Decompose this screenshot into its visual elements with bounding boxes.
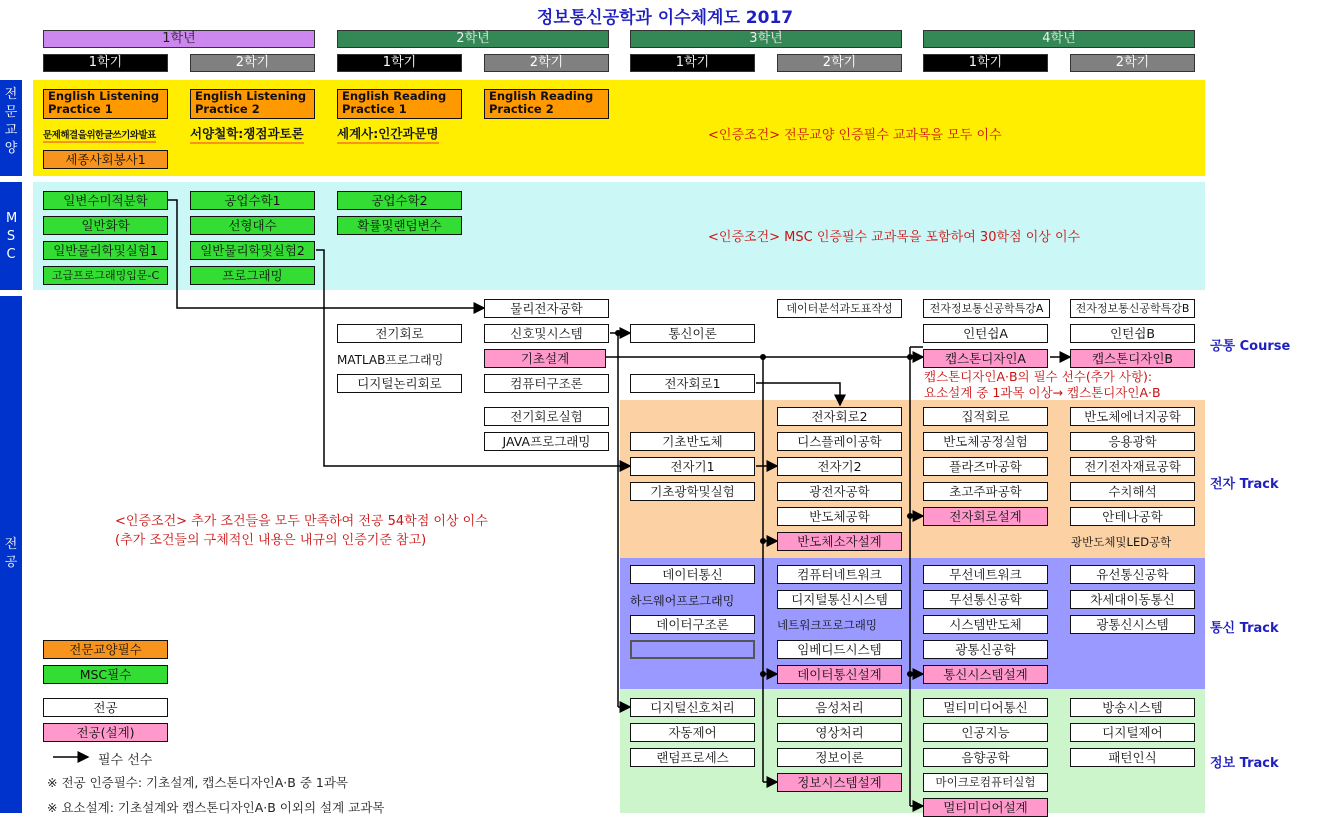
empty-slot (630, 640, 755, 659)
track-label-common: 공통 Course (1210, 339, 1291, 354)
capstone-note-1: 캡스톤디자인A·B의 필수 선수(추가 사항): (924, 369, 1153, 384)
course-wired-comm: 유선통신공학 (1070, 565, 1195, 584)
course-next-gen-mobile: 차세대이동통신 (1070, 590, 1195, 609)
course-english-listening-1: English Listening Practice 1 (43, 89, 168, 119)
course-semi-device-design: 반도체소자설계 (777, 532, 902, 551)
course-basic-semiconductor: 기초반도체 (630, 432, 755, 451)
course-hw-programming: 하드웨어프로그래밍 (630, 594, 735, 608)
course-computer-architecture: 컴퓨터구조론 (484, 374, 609, 393)
course-physics-lab-1: 일반물리학및실험1 (43, 241, 168, 260)
course-applied-optics: 응용광학 (1070, 432, 1195, 451)
semester-header: 1학기 (43, 54, 168, 72)
sidebar-major: 전공 (0, 296, 22, 813)
course-matlab: MATLAB프로그래밍 (337, 353, 444, 367)
course-microcomputer-lab: 마이크로컴퓨터실험 (923, 773, 1048, 792)
course-circuit-lab: 전기회로실험 (484, 407, 609, 426)
legend-msc-required: MSC필수 (43, 665, 168, 684)
semester-header: 2학기 (777, 54, 902, 72)
course-plasma: 플라즈마공학 (923, 457, 1048, 476)
track-label-information: 정보 Track (1210, 756, 1279, 771)
course-physical-electronics: 물리전자공학 (484, 299, 609, 318)
course-digital-logic: 디지털논리회로 (337, 374, 462, 393)
track-label-communication: 통신 Track (1210, 621, 1279, 636)
semester-header: 1학기 (337, 54, 462, 72)
year-header-4: 4학년 (923, 30, 1195, 48)
course-data-analysis: 데이터분석과도표작성 (777, 299, 902, 318)
course-programming: 프로그래밍 (190, 266, 315, 285)
major-condition: <인증조건> 추가 조건들을 모두 만족하여 전공 54학점 이상 이수 (115, 514, 488, 529)
course-speech: 음성처리 (777, 698, 902, 717)
course-digital-comm: 디지털통신시스템 (777, 590, 902, 609)
course-display: 디스플레이공학 (777, 432, 902, 451)
year-header-2: 2학년 (337, 30, 609, 48)
course-capstone-a: 캡스톤디자인A (923, 349, 1048, 368)
course-random-process: 랜덤프로세스 (630, 748, 755, 767)
legend-major-design: 전공(설계) (43, 723, 168, 742)
course-broadcast: 방송시스템 (1070, 698, 1195, 717)
course-materials: 전기전자재료공학 (1070, 457, 1195, 476)
capstone-note-2: 요소설계 중 1과목 이상→ 캡스톤디자인A·B (924, 385, 1161, 400)
diagram-title: 정보통신공학과 이수체계도 2017 (536, 8, 794, 28)
course-system-semi: 시스템반도체 (923, 615, 1048, 634)
course-digital-control: 디지털제어 (1070, 723, 1195, 742)
course-capstone-b: 캡스톤디자인B (1070, 349, 1195, 368)
course-english-listening-2: English Listening Practice 2 (190, 89, 315, 119)
course-calculus: 일변수미적분학 (43, 191, 168, 210)
course-java: JAVA프로그래밍 (484, 432, 609, 451)
semester-header: 2학기 (1070, 54, 1195, 72)
course-dsp: 디지털신호처리 (630, 698, 755, 717)
course-eng-math-2: 공업수학2 (337, 191, 462, 210)
course-chemistry: 일반화학 (43, 216, 168, 235)
course-auto-control: 자동제어 (630, 723, 755, 742)
course-computer-network: 컴퓨터네트워크 (777, 565, 902, 584)
course-multimedia-comm: 멀티미디어통신 (923, 698, 1048, 717)
semester-header: 1학기 (923, 54, 1048, 72)
course-wireless-network: 무선네트워크 (923, 565, 1048, 584)
course-semi-process-lab: 반도체공정실험 (923, 432, 1048, 451)
course-embedded: 임베디드시스템 (777, 640, 902, 659)
course-network-programming: 네트워크프로그래밍 (777, 618, 877, 632)
course-probability: 확률및랜덤변수 (337, 216, 462, 235)
course-electronics-2: 전자회로2 (777, 407, 902, 426)
sidebar-general: 전문교양 (0, 80, 22, 176)
legend-prerequisite: 필수 선수 (98, 753, 153, 768)
course-special-topics-a: 전자정보통신공학특강A (923, 299, 1050, 318)
course-data-comm: 데이터통신 (630, 565, 755, 584)
course-wireless-comm: 무선통신공학 (923, 590, 1048, 609)
course-led: 광반도체및LED공학 (1071, 535, 1172, 549)
legend-note-2: ※ 요소설계: 기초설계와 캡스톤디자인A·B 이외의 설계 교과목 (47, 800, 385, 815)
course-acoustics: 음향공학 (923, 748, 1048, 767)
course-internship-a: 인턴쉽A (923, 324, 1048, 343)
course-basic-optics-lab: 기초광학및실험 (630, 482, 755, 501)
general-condition: <인증조건> 전문교양 인증필수 교과목을 모두 이수 (708, 128, 1002, 143)
course-photonics: 광전자공학 (777, 482, 902, 501)
legend-note-1: ※ 전공 인증필수: 기초설계, 캡스톤디자인A·B 중 1과목 (47, 775, 348, 790)
course-image: 영상처리 (777, 723, 902, 742)
course-comm-theory: 통신이론 (630, 324, 755, 343)
course-antenna: 안테나공학 (1070, 507, 1195, 526)
course-comm-system-design: 통신시스템설계 (923, 665, 1048, 684)
course-numerical-analysis: 수치해석 (1070, 482, 1195, 501)
course-circuit-design: 전자회로설계 (923, 507, 1048, 526)
semester-header: 2학기 (484, 54, 609, 72)
course-internship-b: 인턴쉽B (1070, 324, 1195, 343)
course-pattern-recognition: 패턴인식 (1070, 748, 1195, 767)
course-microwave: 초고주파공학 (923, 482, 1048, 501)
course-social-service: 세종사회봉사1 (43, 150, 168, 169)
course-programming-c: 고급프로그래밍입문-C (43, 266, 168, 285)
course-semiconductor-eng: 반도체공학 (777, 507, 902, 526)
course-philosophy: 서양철학:쟁점과토론 (190, 124, 304, 144)
course-electromagnetics-1: 전자기1 (630, 457, 755, 476)
course-multimedia-design: 멀티미디어설계 (923, 798, 1048, 817)
semester-header: 2학기 (190, 54, 315, 72)
course-semi-energy: 반도체에너지공학 (1070, 407, 1195, 426)
course-writing: 문제해결을위한글쓰기와발표 (43, 127, 156, 143)
course-info-system-design: 정보시스템설계 (777, 773, 902, 792)
course-integrated-circuits: 집적회로 (923, 407, 1048, 426)
course-optical-systems: 광통신시스템 (1070, 615, 1195, 634)
course-electronics-1: 전자회로1 (630, 374, 755, 393)
major-condition-detail: (추가 조건들의 구체적인 내용은 내규의 인증기준 참고) (115, 533, 427, 548)
course-eng-math-1: 공업수학1 (190, 191, 315, 210)
course-info-theory: 정보이론 (777, 748, 902, 767)
legend-general-required: 전문교양필수 (43, 640, 168, 659)
year-header-1: 1학년 (43, 30, 315, 48)
course-data-comm-design: 데이터통신설계 (777, 665, 902, 684)
course-history: 세계사:인간과문명 (337, 124, 439, 144)
course-electromagnetics-2: 전자기2 (777, 457, 902, 476)
course-english-reading-1: English Reading Practice 1 (337, 89, 462, 119)
course-data-structures: 데이터구조론 (630, 615, 755, 634)
course-electric-circuits: 전기회로 (337, 324, 462, 343)
course-english-reading-2: English Reading Practice 2 (484, 89, 609, 119)
course-basic-design: 기초설계 (484, 349, 606, 368)
sidebar-msc: MSC (0, 182, 22, 290)
legend-major: 전공 (43, 698, 168, 717)
course-special-topics-b: 전자정보통신공학특강B (1070, 299, 1195, 318)
course-linear-algebra: 선형대수 (190, 216, 315, 235)
semester-header: 1학기 (630, 54, 755, 72)
year-header-3: 3학년 (630, 30, 902, 48)
course-signals-systems: 신호및시스템 (484, 324, 609, 343)
course-optical-comm: 광통신공학 (923, 640, 1048, 659)
msc-condition: <인증조건> MSC 인증필수 교과목을 포함하여 30학점 이상 이수 (708, 230, 1081, 245)
course-ai: 인공지능 (923, 723, 1048, 742)
course-physics-lab-2: 일반물리학및실험2 (190, 241, 315, 260)
track-label-electronics: 전자 Track (1210, 477, 1279, 492)
